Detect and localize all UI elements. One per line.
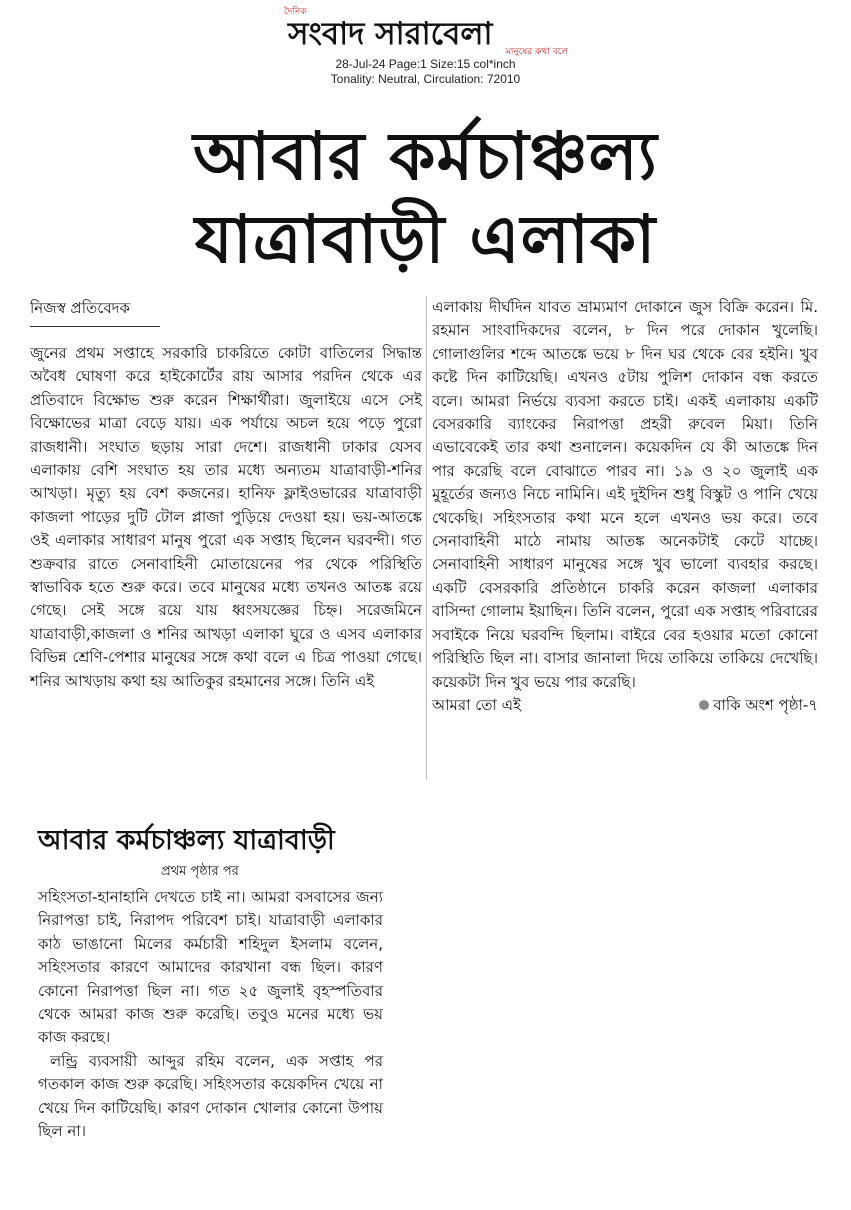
continuation-subtitle: প্রথম পৃষ্ঠার পর — [161, 864, 239, 879]
continuation-clipping — [26, 808, 386, 1178]
continuation-title: আবার কর্মচাঞ্চল্য যাত্রাবাড়ী — [38, 825, 335, 856]
article-last-words: আমরা তো এই — [432, 695, 521, 714]
article-column-left — [30, 342, 422, 693]
bullet-dot-icon — [699, 700, 709, 710]
newspaper-masthead — [240, 4, 570, 57]
article-left-text: জুনের প্রথম সপ্তাহে সরকারি চাকরিতে কোটা বাতিলের সিদ্ধান্ত অবৈধ ঘোষণা করে হাইকোর্টের রায় আসার পরদিন থেকে এর প্রতিবাদে বিক্ষোভ শুরু করেন শিক্ষার্থীরা। জুলাইয়ে এসে সেই বিক্ষোভের মাত্রা বেড়ে যায়। এক পর্যায়ে অচল হয়ে পড়ে পুরো রাজধানী। সংঘাত ছড়ায় সারা দেশে। রাজধানী ঢাকার যেসব এলাকায় বেশি সংঘাত হয় তার মধ্যে অন্যতম যাত্রাবাড়ী-শনির আখড়া। মৃত্যু হয় বেশ কজনের। হানিফ ফ্লাইওভারের যাত্রাবাড়ী কাজলা পাড়ের দুটি টোল প্লাজা পুড়িয়ে দেওয়া হয়। ভয়-আতঙ্কে ওই এলাকার সাধারণ মানুষ পুরো এক সপ্তাহ ছিলেন ঘরবন্দী। গত শুক্রবার রাতে সেনাবাহিনী মোতায়েনের পর থেকে পরিস্থিতি স্বাভাবিক হতে শুরু করে। তবে মানুষের মধ্যে তখনও আতঙ্ক রয়ে গেছে। সেই সঙ্গে রয়ে যায় ধ্বংসযজ্ঞের চিহ্ন। সরেজমিনে যাত্রাবাড়ী,কাজলা ও শনির আখড়া এলাকা ঘুরে ও এসব এলাকার বিভিন্ন শ্রেণি-পেশার মানুষের সঙ্গে কথা বলে এ চিত্র পাওয়া গেছে। শনির আখড়ায় কথা হয় আতিকুর রহমানের সঙ্গে। তিনি এই — [30, 344, 422, 690]
continuation-body — [38, 886, 383, 1143]
headline-line-2: যাত্রাবাড়ী এলাকা — [194, 201, 657, 278]
continuation-paragraph-1: সহিংসতা-হানাহানি দেখতে চাই না। আমরা বসবাসের জন্য নিরাপত্তা চাই, নিরাপদ পরিবেশ চাই। যাত্রাবাড়ী এলাকার কাঠ ভাঙানো মিলের কর্মচারী শহিদুল ইসলাম বলেন, সহিংসতার কারণে আমাদের কারখানা বন্ধ ছিল। কারণ কোনো নিরাপত্তা ছিল না। গত ২৫ জুলাই বৃহস্পতিবার থেকে আমরা কাজ শুরু করেছি। তবুও মনের মধ্যে ভয় কাজ করছে। — [38, 888, 383, 1047]
headline-line-1: আবার কর্মচাঞ্চল্য — [193, 118, 658, 195]
continued-note-text: বাকি অংশ পৃষ্ঠা-৭ — [713, 695, 818, 714]
column-divider — [426, 296, 427, 780]
article-column-right — [432, 296, 818, 717]
continuation-paragraph-2: লন্ড্রি ব্যবসায়ী আব্দুর রহিম বলেন, এক সপ্তাহ পর গতকাল কাজ শুরু করেছি। সহিংসতার কয়েকদিন খেয়ে না খেয়ে দিন কাটিয়েছি। কারণ দোকান খোলার কোনো উপায় ছিল না। — [38, 1051, 383, 1141]
masthead-small-label: দৈনিক — [284, 7, 307, 17]
clipping-meta — [0, 57, 851, 87]
continued-row — [432, 694, 818, 717]
continued-note — [699, 694, 818, 717]
byline: নিজস্ব প্রতিবেদক — [30, 297, 160, 327]
article-right-text: এলাকায় দীর্ঘদিন যাবত ভ্রাম্যমাণ দোকানে জুস বিক্রি করেন। মি. রহমান সাংবাদিকদের বলেন, ৮ দিন পরে দোকান খুলেছি। গোলাগুলির শব্দে আতঙ্কে ভয়ে ৮ দিন ঘর থেকে বের হইনি। খুব কষ্টে দিন কাটিয়েছি। এখনও ৫টায় পুলিশ দোকান বন্ধ করতে বলে। আমরা নির্ভয়ে ব্যবসা করতে চাই। একই এলাকায় একটি বেসরকারি ব্যাংকের নিরাপত্তা প্রহরী রুবেল মিয়া। তিনি এভাবেকেই তার কথা শুনালেন। কয়েকদিন যে কী আতঙ্কে দিন পার করেছি বলে বোঝাতে পারব না। ১৯ ও ২০ জুলাই এক মুহূর্তের জন্যও নিচে নামিনি। এই দুইদিন শুধু বিস্কুট ও পানি খেয়ে থেকেছি। সহিংসতার কথা মনে হলে এখনও ভয় করে। তবে সেনাবাহিনী মাঠে নামায় আতঙ্ক অনেকটাই কেটে যাচ্ছে। সেনাবাহিনী সাধারণ মানুষের সঙ্গে খুব ভালো ব্যবহার করছে। একটি বেসরকারি প্রতিষ্ঠানে চাকরি করেন কাজলা এলাকার বাসিন্দা গোলাম ইয়াছিন। তিনি বলেন, পুরো এক সপ্তাহ পরিবারের সবাইকে নিয়ে ঘরবন্দি ছিলাম। বাইরে বের হওয়ার মতো কোনো পরিস্থিতি ছিল না। বাসার জানালা দিয়ে তাকিয়ে তাকিয়ে দেখেছি। কয়েকটা দিন খুব ভয়ে পার করেছি। — [432, 298, 818, 691]
meta-line-date-page: 28-Jul-24 Page:1 Size:15 col*inch — [335, 57, 516, 71]
meta-line-tonality: Tonality: Neutral, Circulation: 72010 — [330, 72, 521, 86]
newspaper-name: সংবাদ সারাবেলা — [288, 16, 493, 52]
masthead-tagline: মানুষের কথা বলে — [505, 47, 568, 57]
